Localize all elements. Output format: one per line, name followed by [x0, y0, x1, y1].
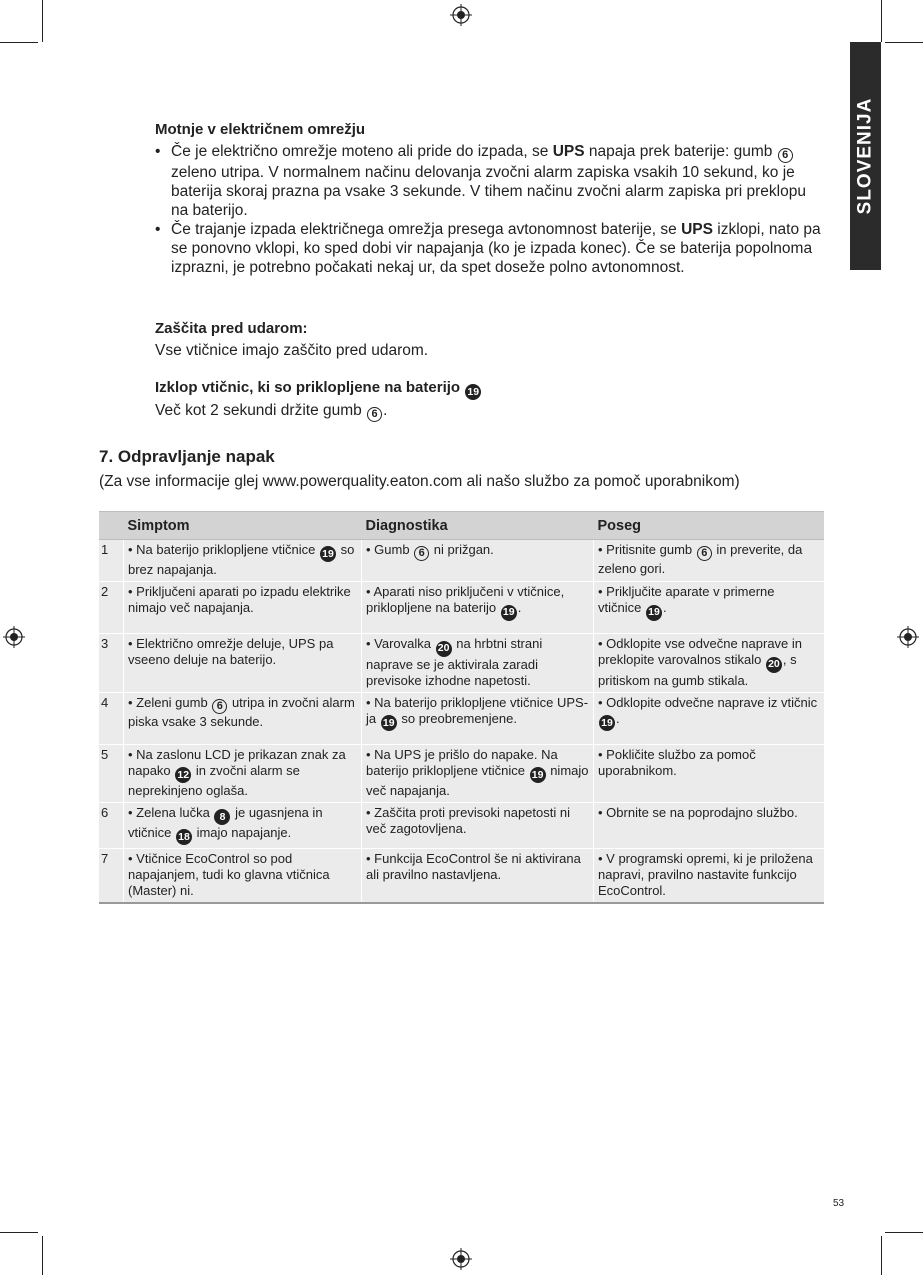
symptom-cell: • Priključeni aparati po izpadu elektrike nimajo več napajanja.	[124, 582, 362, 634]
ref-circle-icon: 6	[367, 407, 382, 422]
ref-circle-icon: 6	[414, 546, 429, 561]
language-tab-label: SLOVENIJA	[854, 97, 876, 215]
language-tab	[850, 42, 881, 270]
diagnosis-cell: • Na baterijo priklopljene vtičnice UPS-ja 19 so preobremenjene.	[362, 692, 594, 744]
action-cell: • Priključite aparate v primerne vtičnice 19 .	[594, 582, 825, 634]
table-row	[99, 540, 824, 582]
ref-circle-icon: 6	[778, 148, 793, 163]
row-number: 2	[99, 582, 124, 634]
action-cell: • Odklopite vse odvečne naprave in preklopite varovalnos stikalo 20 , s pritiskom na gumb stikala.	[594, 634, 825, 692]
registration-mark-icon	[3, 626, 25, 648]
diagnosis-cell: • Zaščita proti previsoki napetosti ni več zagotovljena.	[362, 802, 594, 849]
symptom-cell: • Vtičnice EcoControl so pod napajanjem, tudi ko glavna vtičnica (Master) ni.	[124, 849, 362, 904]
symptom-cell: • Zeleni gumb 6 utripa in zvočni alarm piska vsake 3 sekunde.	[124, 692, 362, 744]
symptom-cell: • Zelena lučka 8 je ugasnjena in vtičnice 18 imajo napajanje.	[124, 802, 362, 849]
diagnosis-cell: • Varovalka 20 na hrbtni strani naprave se je aktivirala zaradi previsoke izhodne napetosti.	[362, 634, 594, 692]
troubleshooting-title: 7. Odpravljanje napak	[99, 447, 275, 466]
ref-circle-icon: 19	[530, 767, 546, 783]
table-row	[99, 802, 824, 849]
row-number: 7	[99, 849, 124, 904]
ref-circle-icon: 18	[176, 829, 192, 845]
table-row	[99, 582, 824, 634]
outage-heading: Motnje v električnem omrežju	[155, 121, 366, 138]
ref-circle-icon: 19	[381, 715, 397, 731]
table-row	[99, 634, 824, 692]
ref-circle-icon: 20	[436, 641, 452, 657]
crop-mark	[881, 0, 882, 42]
off-text: Več kot 2 sekundi držite gumb 6 .	[155, 402, 388, 420]
ref-circle-icon: 19	[465, 384, 481, 400]
ref-circle-icon: 12	[175, 767, 191, 783]
diagnosis-cell: • Aparati niso priključeni v vtičnice, priklopljene na baterijo 19 .	[362, 582, 594, 634]
troubleshooting-subtitle: (Za vse informacije glej www.powerquality.eaton.com ali našo službo za pomoč uporabnikom)	[99, 473, 740, 490]
diagnosis-cell: • Na UPS je prišlo do napake. Na baterijo priklopljene vtičnice 19 nimajo več napajanja.	[362, 744, 594, 802]
table-row	[99, 692, 824, 744]
crop-mark	[42, 1236, 43, 1275]
row-number: 6	[99, 802, 124, 849]
page-number: 53	[833, 1198, 845, 1209]
diagnosis-cell: • Gumb 6 ni prižgan.	[362, 540, 594, 582]
action-cell: • Pokličite službo za pomoč uporabnikom.	[594, 744, 825, 802]
crop-mark	[885, 42, 923, 43]
ref-circle-icon: 19	[599, 715, 615, 731]
table-header-diagnosis: Diagnostika	[362, 512, 594, 540]
symptom-cell: • Na baterijo priklopljene vtičnice 19 so brez napajanja.	[124, 540, 362, 582]
shock-heading: Zaščita pred udarom:	[155, 320, 308, 337]
table-row	[99, 744, 824, 802]
table-header-num	[99, 512, 124, 540]
shock-text: Vse vtičnice imajo zaščito pred udarom.	[155, 342, 429, 359]
action-cell: • Obrnite se na poprodajno službo.	[594, 802, 825, 849]
outage-bullets	[155, 142, 825, 277]
row-number: 1	[99, 540, 124, 582]
ref-circle-icon: 19	[501, 605, 517, 621]
table-header-row	[99, 512, 824, 540]
ref-circle-icon: 6	[212, 699, 227, 714]
row-number: 3	[99, 634, 124, 692]
outage-bullet-2: • Če trajanje izpada električnega omrežja presega avtonomnost baterije, se UPS izklopi, nato pa se ponovno vklopi, ko sped dobi vir napajanja (ko je izpada konec). Če se baterija popolnoma izprazni, je potrebno počakati nekaj ur, da spet doseže polno avtonomnost.	[155, 220, 825, 277]
crop-mark	[0, 1232, 38, 1233]
row-number: 5	[99, 744, 124, 802]
registration-mark-icon	[897, 626, 919, 648]
table-header-symptom: Simptom	[124, 512, 362, 540]
crop-mark	[881, 1236, 882, 1275]
off-heading: Izklop vtičnic, ki so priklopljene na baterijo 19	[155, 379, 482, 400]
ref-circle-icon: 8	[214, 809, 230, 825]
table-header-action: Poseg	[594, 512, 825, 540]
ref-circle-icon: 20	[766, 657, 782, 673]
crop-mark	[0, 42, 38, 43]
symptom-cell: • Na zaslonu LCD je prikazan znak za napako 12 in zvočni alarm se neprekinjeno oglaša.	[124, 744, 362, 802]
crop-mark	[42, 0, 43, 42]
ref-circle-icon: 19	[320, 546, 336, 562]
action-cell: • V programski opremi, ki je priložena napravi, pravilno nastavite funkcijo EcoControl.	[594, 849, 825, 904]
row-number: 4	[99, 692, 124, 744]
symptom-cell: • Električno omrežje deluje, UPS pa vseeno deluje na baterijo.	[124, 634, 362, 692]
action-cell: • Odklopite odvečne naprave iz vtičnic 19 .	[594, 692, 825, 744]
crop-mark	[885, 1232, 923, 1233]
troubleshooting-table	[99, 511, 824, 904]
outage-bullet-1: • Če je električno omrežje moteno ali pride do izpada, se UPS napaja prek baterije: gumb 6 zeleno utripa. V normalnem načinu delovanja zvočni alarm zapiska vsakih 10 sekund, ko je baterija skoraj prazna pa vsake 3 sekunde. V tihem načinu zvočni alarm zapiska pri preklopu na baterijo.	[155, 142, 825, 220]
diagnosis-cell: • Funkcija EcoControl še ni aktivirana ali pravilno nastavljena.	[362, 849, 594, 904]
action-cell: • Pritisnite gumb 6 in preverite, da zeleno gori.	[594, 540, 825, 582]
ref-circle-icon: 19	[646, 605, 662, 621]
ref-circle-icon: 6	[697, 546, 712, 561]
registration-mark-icon	[450, 4, 472, 26]
table-row	[99, 849, 824, 904]
registration-mark-icon	[450, 1248, 472, 1270]
